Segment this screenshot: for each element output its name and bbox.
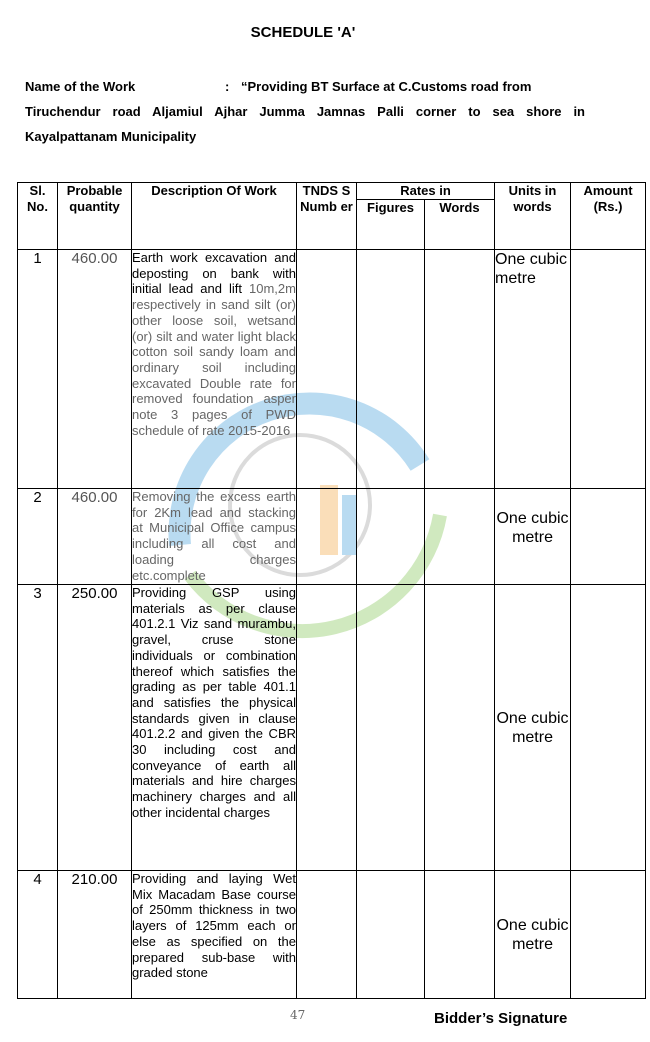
header-sl-no: Sl. No.: [18, 183, 58, 250]
row-description: [132, 585, 297, 871]
row-amount: [571, 871, 646, 999]
header-description: Description Of Work: [132, 183, 297, 250]
row-figures: [357, 489, 425, 585]
row-quantity: 250.00: [58, 585, 132, 871]
row-amount: [571, 489, 646, 585]
row-sl: 1: [18, 250, 58, 489]
header-words: Words: [425, 200, 495, 250]
work-text-rest: Tiruchendur road Aljamiul Ajhar Jumma Jamnas Palli corner to sea shore in Kayalpattanam Municipality: [25, 104, 585, 144]
row-units: One cubic metre: [495, 489, 571, 585]
row-description-a: Providing and laying Wet Mix Macadam Base course of 250mm thickness in two layers of 125mm each or else as specified on the prepared sub-base with graded stone: [132, 871, 296, 981]
row-units: One cubic metre: [495, 871, 571, 999]
header-figures: Figures: [357, 200, 425, 250]
row-words: [425, 585, 495, 871]
work-text-line1: “Providing BT Surface at C.Customs road from: [241, 79, 532, 94]
schedule-table: [17, 182, 646, 999]
page-number: 47: [290, 1008, 306, 1022]
header-units: Units in words: [495, 183, 571, 250]
row-words: [425, 489, 495, 585]
table-row: [18, 250, 646, 489]
row-quantity: 210.00: [58, 871, 132, 999]
table-row: [18, 585, 646, 871]
row-sl: 2: [18, 489, 58, 585]
header-rates: Rates in: [357, 183, 495, 200]
bidders-signature: Bidder’s Signature: [434, 1010, 568, 1027]
table-row: [18, 489, 646, 585]
row-figures: [357, 871, 425, 999]
header-quantity: Probable quantity: [58, 183, 132, 250]
row-description-b: Removing the excess earth for 2Km lead and stacking at Municipal Office campus including all cost and loading charges etc.complete: [132, 489, 296, 583]
row-description-a: Earth work excavation and deposting on bank with initial lead and lift: [132, 250, 296, 297]
row-quantity: 460.00: [58, 489, 132, 585]
row-description: [132, 250, 297, 489]
row-units: One cubic metre: [495, 585, 571, 871]
row-words: [425, 250, 495, 489]
row-words: [425, 871, 495, 999]
row-description: [132, 489, 297, 585]
row-sl: 4: [18, 871, 58, 999]
row-description-b: 10m,2m respectively in sand silt (or) other loose soil, wetsand (or) silt and water light black cotton soil sandy loam and ordinary soil including excavated Double rate for removed foundation asper note 3 pages of PWD schedule of rate 2015-2016: [132, 281, 296, 438]
row-figures: [357, 585, 425, 871]
header-tnds-text: TNDS S Numb er: [300, 183, 353, 214]
name-of-work: [25, 74, 585, 149]
row-units: One cubic metre: [495, 250, 571, 489]
row-description: [132, 871, 297, 999]
row-amount: [571, 250, 646, 489]
row-amount: [571, 585, 646, 871]
schedule-title: SCHEDULE 'A': [250, 24, 356, 41]
row-tnds: [297, 489, 357, 585]
row-sl: 3: [18, 585, 58, 871]
row-figures: [357, 250, 425, 489]
work-colon: :: [225, 79, 230, 94]
row-description-b: Providing GSP using materials as per clause 401.2.1 Viz sand murambu, gravel, cruse stone individuals or combination thereof which satisfies the grading as per table 401.1 and satisfies the physical standards given in clause 401.2.2 and given the CBR 30 including cost and conveyance of earth all materials and hire charges machinery charges and all other incidental charges: [132, 585, 296, 820]
row-tnds: [297, 871, 357, 999]
row-quantity: 460.00: [58, 250, 132, 489]
work-label: Name of the Work: [25, 79, 136, 94]
header-amount: Amount (Rs.): [571, 183, 646, 250]
row-tnds: [297, 585, 357, 871]
row-tnds: [297, 250, 357, 489]
table-row: [18, 871, 646, 999]
header-tnds: [297, 183, 357, 250]
